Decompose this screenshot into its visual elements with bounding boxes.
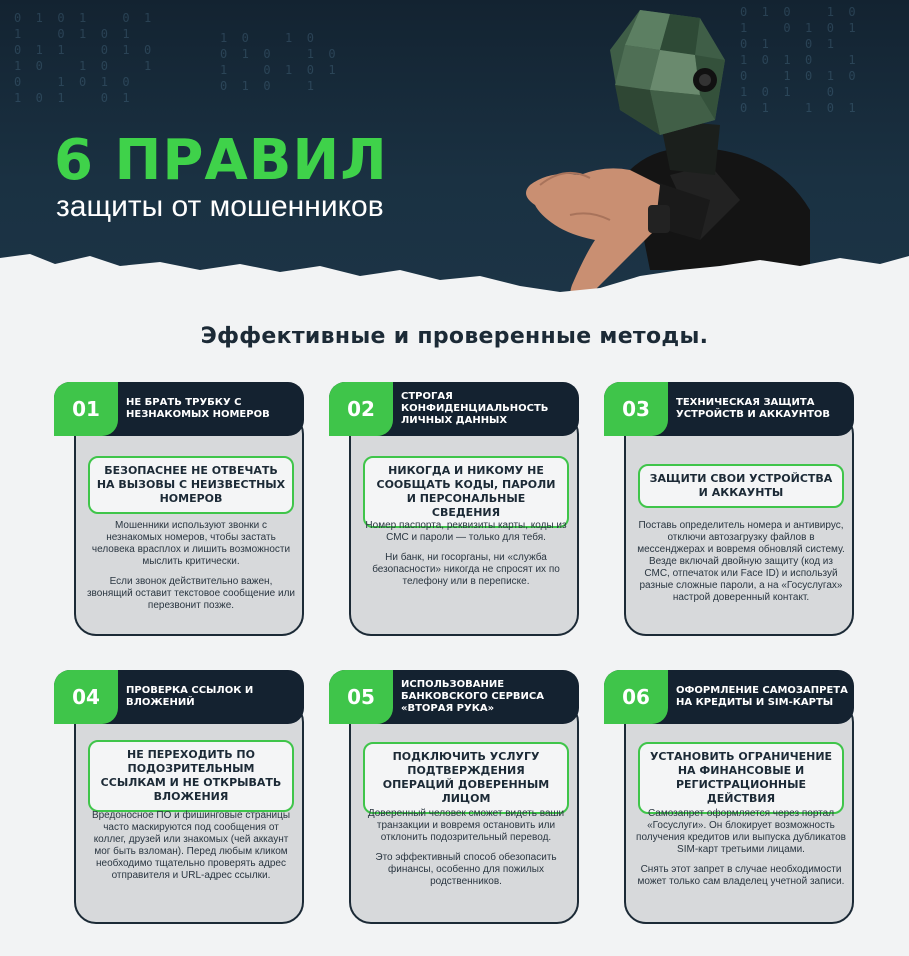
section-heading: Эффективные и проверенные методы.: [200, 324, 709, 349]
card-number: 06: [604, 670, 668, 724]
rule-card-06: [604, 670, 854, 924]
hero-subtitle: защиты от мошенников: [56, 190, 384, 223]
card-description: [86, 520, 296, 612]
rule-card-05: [329, 670, 579, 924]
card-paragraph: Самозапрет оформляется через портал «Госуслуги». Он блокирует возможность получения кредитов или выпуска дубликатов SIM-карт третьими лицами.: [636, 808, 846, 855]
card-paragraph: Доверенный человек сможет видеть ваши транзакции и вовремя остановить или отклонить подозрительный перевод.: [367, 808, 565, 843]
card-paragraph: Ни банк, ни госорганы, ни «служба безопасности» никогда не спросят их по телефону или в переписке.: [372, 552, 560, 587]
card-paragraph: Номер паспорта, реквизиты карты, коды из СМС и пароли — только для тебя.: [365, 520, 567, 543]
card-description: [636, 520, 846, 604]
card-highlight: НИКОГДА И НИКОМУ НЕ СООБЩАТЬ КОДЫ, ПАРОЛИ И ПЕРСОНАЛЬНЫЕ СВЕДЕНИЯ: [363, 456, 569, 528]
card-header: [604, 382, 854, 436]
card-body: [74, 412, 304, 636]
card-title: ТЕХНИЧЕСКАЯ ЗАЩИТА УСТРОЙСТВ И АККАУНТОВ: [676, 397, 831, 420]
card-paragraph: Если звонок действительно важен, звонящий оставит текстовое сообщение или перезвонит позже.: [86, 576, 296, 611]
card-highlight: УСТАНОВИТЬ ОГРАНИЧЕНИЕ НА ФИНАНСОВЫЕ И РЕГИСТРАЦИОННЫЕ ДЕЙСТВИЯ: [638, 742, 844, 814]
card-highlight: БЕЗОПАСНЕЕ НЕ ОТВЕЧАТЬ НА ВЫЗОВЫ С НЕИЗВЕСТНЫХ НОМЕРОВ: [88, 456, 294, 514]
hero-title: 6 ПРАВИЛ: [54, 128, 388, 193]
card-number: 02: [329, 382, 393, 436]
card-title: НЕ БРАТЬ ТРУБКУ С НЕЗНАКОМЫХ НОМЕРОВ: [126, 397, 270, 420]
card-highlight: НЕ ПЕРЕХОДИТЬ ПО ПОДОЗРИТЕЛЬНЫМ ССЫЛКАМ И НЕ ОТКРЫВАТЬ ВЛОЖЕНИЯ: [88, 740, 294, 812]
card-body: [74, 700, 304, 924]
card-header: [54, 670, 304, 724]
card-description: [636, 808, 846, 888]
binary-pattern-decoration: 0 1 0 1 0 1 1 0 1 0 1 0 1 1 0 1 0 1 0 1 0 1 0 1 0 1 0 1 0 1 0 1: [14, 11, 152, 105]
card-description: [361, 520, 571, 588]
card-paragraph: Вредоносное ПО и фишинговые страницы часто маскируются под сообщения от коллег, друзей или знакомых (чей аккаунт мог быть взломан). Перед любым кликом необходимо тщательно проверять адрес отправителя и URL-адрес ссылки.: [91, 810, 291, 881]
card-paragraph: Это эффективный способ обезопасить финансы, особенно для пожилых родственников.: [375, 852, 557, 887]
rule-card-02: [329, 382, 579, 636]
card-title: ИСПОЛЬЗОВАНИЕ БАНКОВСКОГО СЕРВИСА «ВТОРАЯ РУКА»: [401, 679, 544, 714]
card-paragraph: Мошенники используют звонки с незнакомых номеров, чтобы застать человека врасплох и лишить возможности мыслить критически.: [91, 520, 291, 567]
card-header: [54, 382, 304, 436]
card-body: [624, 700, 854, 924]
card-paragraph: Поставь определитель номера и антивирус, отключи автозагрузку файлов в мессенджерах и вовремя обновляй систему. Везде включай двойную защиту (код из СМС, отпечаток или Face ID) и используй разные сложные пароли, а на «Госуслугах» настрой доверенный контакт.: [637, 520, 845, 603]
card-number: 04: [54, 670, 118, 724]
card-title: ОФОРМЛЕНИЕ САМОЗАПРЕТА НА КРЕДИТЫ И SIM-КАРТЫ: [676, 685, 848, 708]
card-number: 03: [604, 382, 668, 436]
binary-pattern-decoration: 1 0 1 0 0 1 0 1 0 1 0 1 0 1 0 1 0 1: [220, 31, 336, 93]
card-number: 05: [329, 670, 393, 724]
card-body: [624, 412, 854, 636]
card-body: [349, 700, 579, 924]
card-header: [604, 670, 854, 724]
card-paragraph: Снять этот запрет в случае необходимости может только сам владелец учетной записи.: [637, 864, 845, 887]
card-highlight: ЗАЩИТИ СВОИ УСТРОЙСТВА И АККАУНТЫ: [638, 464, 844, 508]
rule-card-04: [54, 670, 304, 924]
binary-pattern-decoration: 0 1 0 1 0 1 0 1 0 1 0 1 0 1 1 0 1 0 1 0 1 0 1 0 1 0 1 0 0 1 1 0 1: [740, 5, 856, 115]
card-header: [329, 670, 579, 724]
card-title: ПРОВЕРКА ССЫЛОК И ВЛОЖЕНИЙ: [126, 685, 254, 708]
card-body: [349, 412, 579, 636]
card-header: [329, 382, 579, 436]
rule-card-03: [604, 382, 854, 636]
card-description: [361, 808, 571, 888]
card-description: [86, 810, 296, 882]
card-highlight: ПОДКЛЮЧИТЬ УСЛУГУ ПОДТВЕРЖДЕНИЯ ОПЕРАЦИЙ ДОВЕРЕННЫМ ЛИЦОМ: [363, 742, 569, 814]
card-title: СТРОГАЯ КОНФИДЕНЦИАЛЬНОСТЬ ЛИЧНЫХ ДАННЫХ: [401, 391, 549, 426]
torn-paper-edge-decoration: [0, 236, 909, 326]
card-number: 01: [54, 382, 118, 436]
rule-card-01: [54, 382, 304, 636]
